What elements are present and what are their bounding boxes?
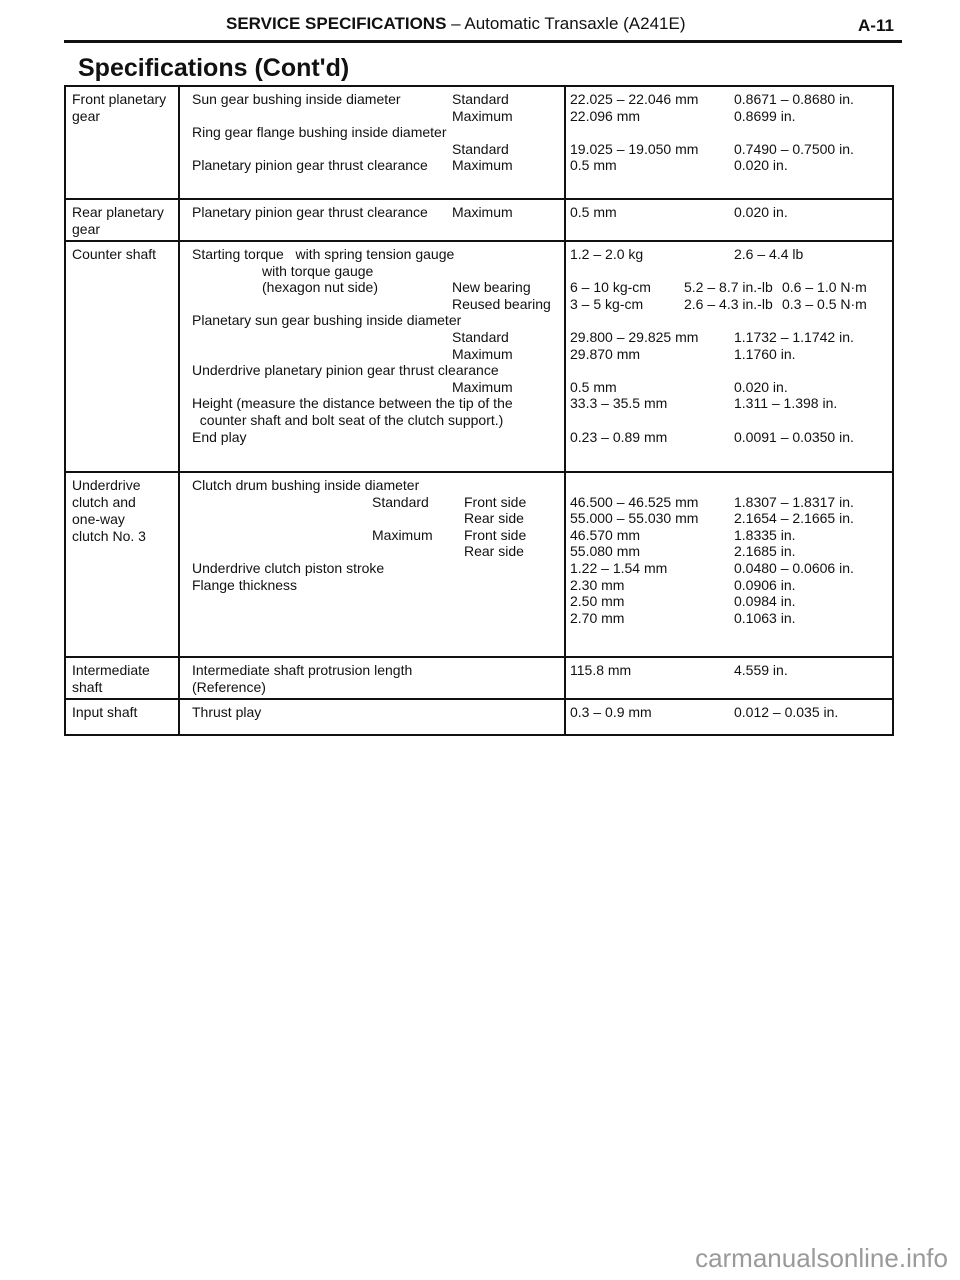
specifications-table — [64, 85, 894, 736]
page-number: A-11 — [858, 16, 894, 35]
spec-value-metric: 55.080 mm — [570, 543, 641, 560]
spec-description: Height (measure the distance between the tip of the — [192, 395, 513, 412]
spec-side: Rear side — [464, 510, 524, 527]
spec-value-imperial: 0.1063 in. — [734, 609, 796, 626]
spec-description: Underdrive planetary pinion gear thrust clearance — [192, 362, 499, 379]
spec-value-imperial: 0.020 in. — [734, 157, 788, 174]
spec-value-imperial: 0.020 in. — [734, 378, 788, 395]
spec-value-imperial: 0.0906 in. — [734, 576, 796, 593]
spec-description: counter shaft and bolt seat of the clutch support.) — [192, 412, 504, 428]
spec-value-metric: 6 – 10 kg-cm — [570, 279, 651, 296]
spec-grade: Maximum — [452, 345, 513, 362]
spec-side: Front side — [464, 493, 527, 510]
table-border-left — [64, 85, 66, 736]
row-divider — [64, 471, 894, 473]
spec-value-imperial: 0.0091 – 0.0350 in. — [734, 428, 854, 445]
spec-value-metric: 1.2 – 2.0 kg — [570, 246, 644, 262]
component-name: Front planetary gear — [72, 91, 167, 124]
spec-value-metric: 22.096 mm — [570, 107, 641, 124]
spec-grade: Standard — [452, 329, 509, 345]
spec-description: with torque gauge — [192, 262, 374, 279]
row-divider — [64, 198, 894, 200]
spec-description: Intermediate shaft protrusion length — [192, 662, 413, 678]
spec-description: Starting torque with spring tension gauge — [192, 246, 455, 262]
spec-value-imperial: 2.1685 in. — [734, 543, 796, 560]
spec-value-imperial: 1.1760 in. — [734, 345, 796, 362]
spec-value-si: 0.3 – 0.5 N·m — [782, 295, 867, 312]
row-divider — [64, 656, 894, 658]
spec-value-metric: 0.5 mm — [570, 157, 617, 174]
spec-value-metric: 46.500 – 46.525 mm — [570, 493, 699, 510]
table-border-bottom — [64, 734, 894, 736]
header-rule — [64, 40, 902, 43]
table-border-right — [892, 85, 894, 736]
spec-value-metric: 2.70 mm — [570, 609, 625, 626]
column-divider-component — [178, 85, 180, 736]
spec-value-metric: 2.50 mm — [570, 593, 625, 610]
spec-value-imperial: 0.8699 in. — [734, 107, 796, 124]
spec-value-metric: 0.3 – 0.9 mm — [570, 704, 652, 720]
spec-value-imperial: 2.6 – 4.4 lb — [734, 246, 804, 262]
spec-grade: Reused bearing — [452, 295, 551, 312]
column-divider-values — [564, 85, 566, 736]
spec-description: Sun gear bushing inside diameter — [192, 91, 401, 107]
component-name: Underdrive clutch and one-way clutch No. 3 — [72, 477, 146, 544]
spec-grade: New bearing — [452, 279, 531, 296]
spec-value-metric: 3 – 5 kg-cm — [570, 295, 644, 312]
spec-description: (hexagon nut side) — [192, 279, 378, 296]
spec-side: Rear side — [464, 543, 524, 560]
spec-value-imperial: 4.559 in. — [734, 662, 788, 678]
page-title: Specifications (Cont'd) — [78, 54, 350, 82]
spec-value-imperial: 0.0984 in. — [734, 593, 796, 610]
spec-value-metric: 33.3 – 35.5 mm — [570, 395, 668, 412]
spec-value-metric: 22.025 – 22.046 mm — [570, 91, 699, 107]
spec-value-imperial: 0.020 in. — [734, 204, 788, 220]
spec-value-metric: 1.22 – 1.54 mm — [570, 560, 668, 576]
spec-value-si: 0.6 – 1.0 N·m — [782, 279, 867, 296]
spec-grade: Maximum — [452, 378, 513, 395]
spec-description: Underdrive clutch piston stroke — [192, 560, 385, 576]
spec-value-metric: 55.000 – 55.030 mm — [570, 510, 699, 527]
spec-value-imperial: 1.8307 – 1.8317 in. — [734, 493, 854, 510]
spec-value-imperial: 0.0480 – 0.0606 in. — [734, 560, 854, 576]
row-divider — [64, 698, 894, 700]
header-section-title: SERVICE SPECIFICATIONS — [226, 14, 447, 33]
page-header — [226, 14, 685, 34]
spec-value-metric: 29.800 – 29.825 mm — [570, 329, 699, 345]
spec-grade: Standard — [372, 493, 429, 510]
component-name: Rear planetary gear — [72, 204, 164, 237]
component-name: Counter shaft — [72, 246, 157, 262]
spec-value-imperial: 0.7490 – 0.7500 in. — [734, 140, 854, 157]
spec-value-imperial: 5.2 – 8.7 in.-lb — [684, 279, 773, 296]
spec-grade: Maximum — [372, 526, 433, 543]
spec-grade: Maximum — [452, 204, 513, 220]
spec-value-metric: 2.30 mm — [570, 576, 625, 593]
component-name: Intermediate shaft — [72, 662, 150, 695]
spec-value-imperial: 1.8335 in. — [734, 526, 796, 543]
spec-value-metric: 0.5 mm — [570, 378, 617, 395]
spec-description: Planetary pinion gear thrust clearance — [192, 157, 428, 174]
component-name: Input shaft — [72, 704, 138, 720]
spec-value-imperial: 1.311 – 1.398 in. — [734, 395, 838, 412]
spec-value-metric: 0.5 mm — [570, 204, 617, 220]
spec-value-imperial: 2.1654 – 2.1665 in. — [734, 510, 854, 527]
spec-description: (Reference) — [192, 678, 266, 695]
watermark: carmanualsonline.info — [695, 1243, 948, 1273]
spec-grade: Standard — [452, 140, 509, 157]
spec-value-metric: 29.870 mm — [570, 345, 641, 362]
spec-value-metric: 115.8 mm — [570, 662, 632, 678]
spec-value-imperial: 0.012 – 0.035 in. — [734, 704, 839, 720]
spec-value-metric: 46.570 mm — [570, 526, 641, 543]
spec-value-imperial: 2.6 – 4.3 in.-lb — [684, 295, 773, 312]
spec-description: Ring gear flange bushing inside diameter — [192, 124, 447, 141]
spec-description: End play — [192, 428, 247, 445]
spec-grade: Maximum — [452, 107, 513, 124]
header-subtitle: – Automatic Transaxle (A241E) — [446, 14, 686, 33]
spec-description: Flange thickness — [192, 576, 298, 593]
spec-side: Front side — [464, 526, 527, 543]
spec-description: Thrust play — [192, 704, 262, 720]
spec-description: Clutch drum bushing inside diameter — [192, 477, 420, 493]
spec-grade: Maximum — [452, 157, 513, 174]
spec-description: Planetary sun gear bushing inside diameter — [192, 312, 462, 329]
spec-value-imperial: 1.1732 – 1.1742 in. — [734, 329, 854, 345]
spec-value-imperial: 0.8671 – 0.8680 in. — [734, 91, 854, 107]
spec-value-metric: 19.025 – 19.050 mm — [570, 140, 699, 157]
spec-description: Planetary pinion gear thrust clearance — [192, 204, 428, 220]
table-border-top — [64, 85, 894, 87]
row-divider — [64, 240, 894, 242]
spec-grade: Standard — [452, 91, 509, 107]
spec-value-metric: 0.23 – 0.89 mm — [570, 428, 668, 445]
